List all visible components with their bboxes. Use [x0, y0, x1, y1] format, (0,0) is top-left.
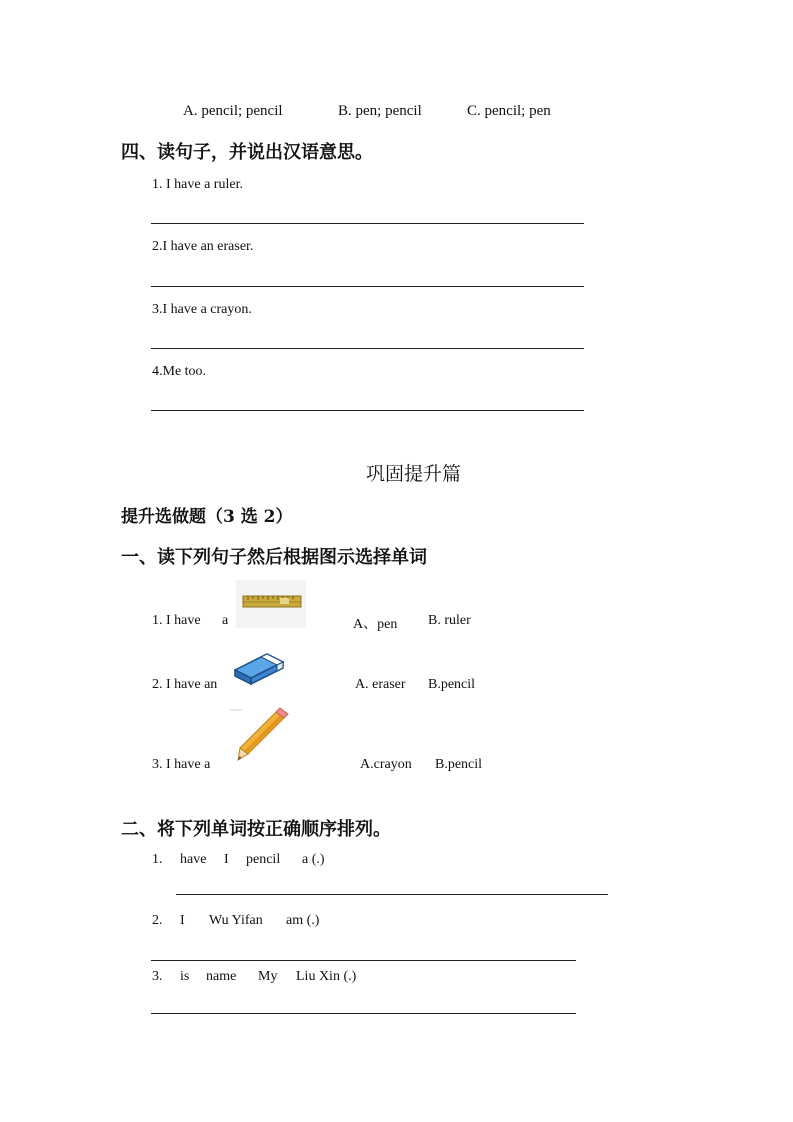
option-b: B. pen; pencil — [338, 103, 422, 119]
q3-option-a[interactable]: A.crayon — [360, 757, 412, 772]
q2-option-b[interactable]: B.pencil — [428, 677, 476, 692]
pencil-icon — [228, 706, 290, 764]
p2-item3-word-4: Liu Xin (.) — [296, 969, 357, 984]
section4-item-4: 4.Me too. — [152, 364, 207, 379]
eraser-icon — [231, 648, 287, 688]
answer-line-2[interactable] — [151, 286, 584, 287]
section4-item-2: 2.I have an eraser. — [152, 239, 254, 254]
p2-item1-word-3: pencil — [246, 852, 281, 867]
p2-item3-word-3: My — [258, 969, 278, 984]
q3-text: I have a — [166, 757, 211, 772]
answer-line-1[interactable] — [151, 223, 584, 224]
ruler-icon — [236, 580, 306, 628]
option-a: A. pencil; pencil — [183, 103, 283, 119]
p2-item3-word-2: name — [206, 969, 237, 984]
p2-item1-word-2: I — [224, 852, 229, 867]
part1-heading: 一、读下列句子然后根据图示选择单词 — [121, 547, 427, 568]
q2-text: I have an — [166, 677, 218, 692]
q1-option-a[interactable]: A、pen — [353, 617, 398, 632]
q1-option-b[interactable]: B. ruler — [428, 613, 471, 628]
p2-item1-word-4: a (.) — [302, 852, 325, 867]
section4-item-1: 1. I have a ruler. — [152, 177, 243, 192]
p2-item2-word-3: am (.) — [286, 913, 320, 928]
order-answer-line-2[interactable] — [151, 960, 576, 961]
section4-heading: 四、读句子，并说出汉语意思。 — [121, 142, 373, 163]
section4-item-3: 3.I have a crayon. — [152, 302, 252, 317]
q1-number: 1. — [152, 613, 163, 628]
option-c: C. pencil; pen — [467, 103, 551, 119]
q3-number: 3. — [152, 757, 163, 772]
p2-item3-word-1: is — [180, 969, 190, 984]
p2-item1-number: 1. — [152, 852, 163, 867]
part2-heading: 二、将下列单词按正确顺序排列。 — [121, 819, 391, 840]
q1-text: I have — [166, 613, 201, 628]
p2-item2-word-1: I — [180, 913, 185, 928]
answer-line-4[interactable] — [151, 410, 584, 411]
consolidation-title: 巩固提升篇 — [366, 463, 462, 485]
q1-article: a — [222, 613, 229, 628]
order-answer-line-1[interactable] — [176, 894, 608, 895]
q2-option-a[interactable]: A. eraser — [355, 677, 406, 692]
answer-line-3[interactable] — [151, 348, 584, 349]
order-answer-line-3[interactable] — [151, 1013, 576, 1014]
p2-item1-word-1: have — [180, 852, 207, 867]
p2-item3-number: 3. — [152, 969, 163, 984]
p2-item2-word-2: Wu Yifan — [209, 913, 263, 928]
q3-option-b[interactable]: B.pencil — [435, 757, 483, 772]
consolidation-subtitle: 提升选做题（3 选 2） — [121, 507, 293, 527]
q2-number: 2. — [152, 677, 163, 692]
p2-item2-number: 2. — [152, 913, 163, 928]
